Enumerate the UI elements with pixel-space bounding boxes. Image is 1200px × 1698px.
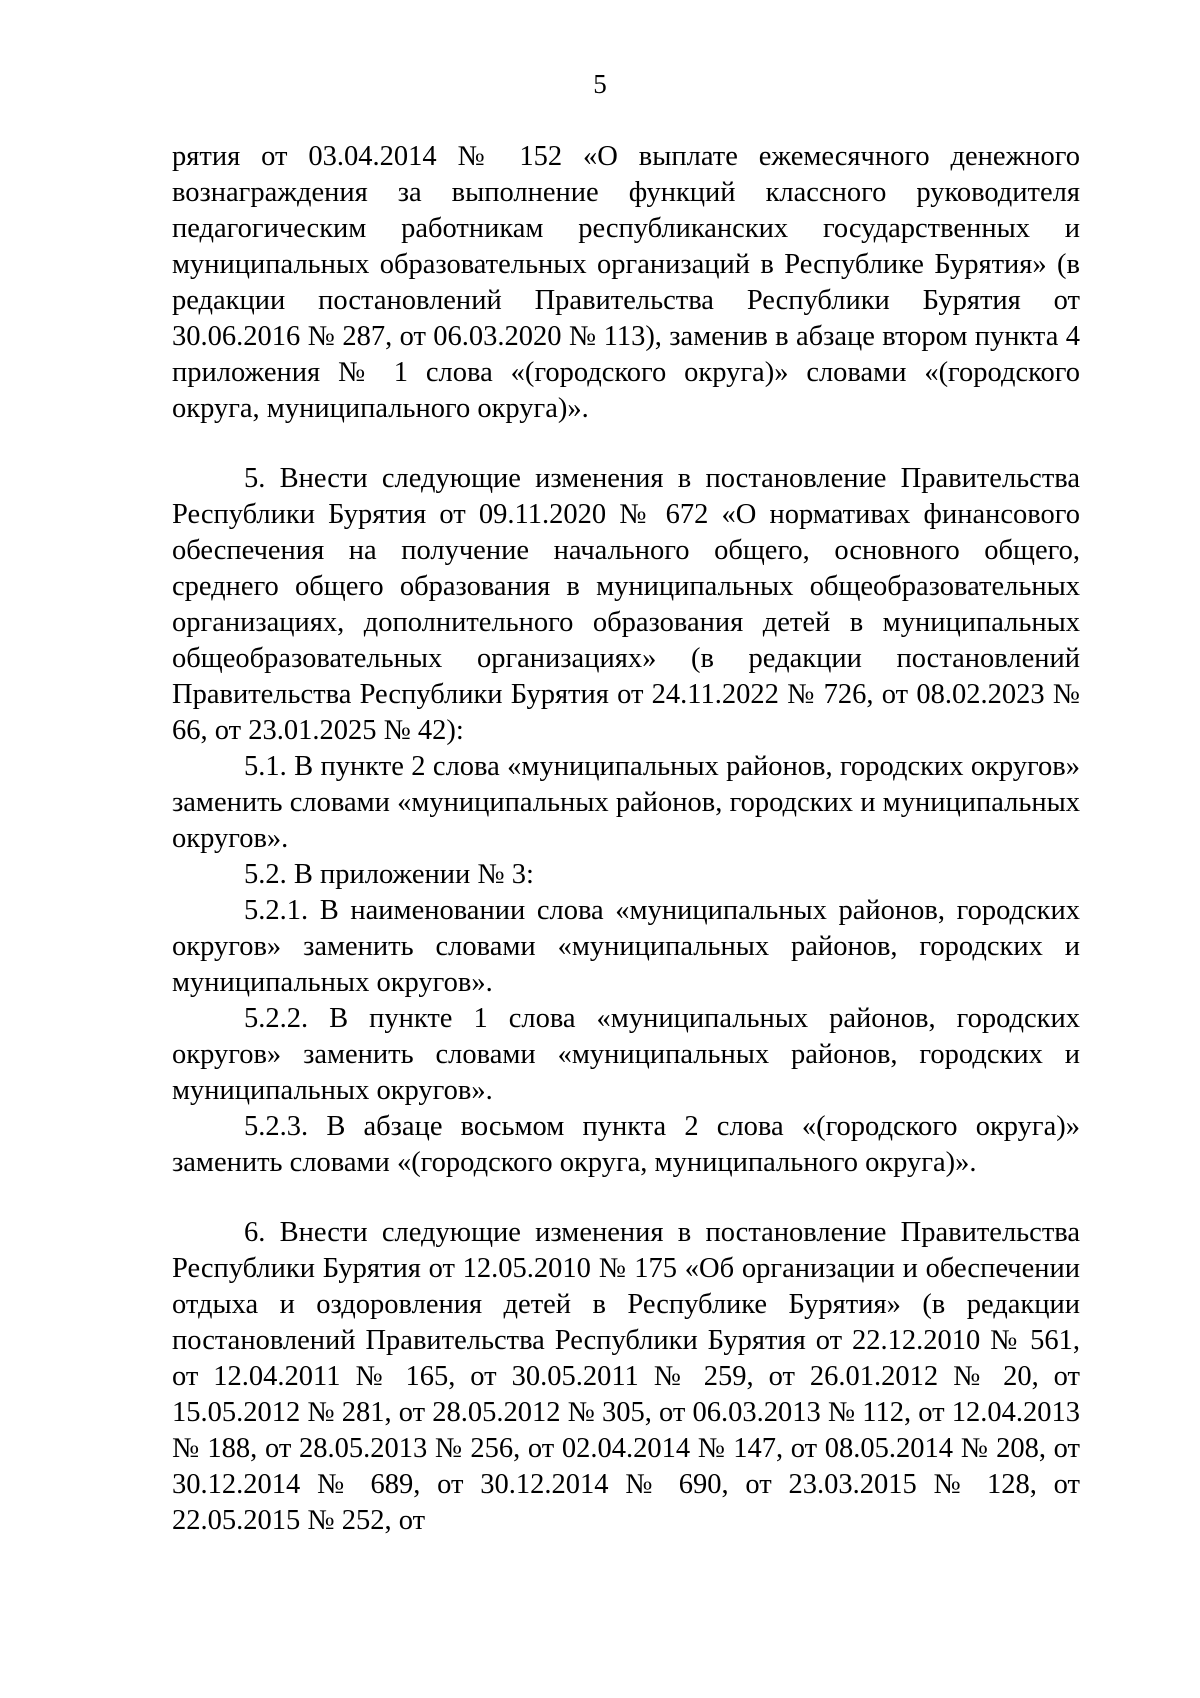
document-body xyxy=(172,139,1080,1539)
paragraph-gap xyxy=(172,427,1080,461)
paragraph-item-5: 5. Внести следующие изменения в постановление Правительства Республики Бурятия от 09.11.2020 № 672 «О нормативах финансового обеспечения на получение начального общего, основного общего, среднего общего образования в муниципальных общеобразовательных организациях, дополнительного образования детей в муниципальных общеобразовательных организациях» (в редакции постановлений Правительства Республики Бурятия от 24.11.2022 № 726, от 08.02.2023 № 66, от 23.01.2025 № 42): xyxy=(172,463,1080,746)
paragraph-item-5-2-1: 5.2.1. В наименовании слова «муниципальных районов, городских округов» заменить словами «муниципальных районов, городских и муниципальных округов». xyxy=(172,895,1080,998)
paragraph-item-5-2-2: 5.2.2. В пункте 1 слова «муниципальных районов, городских округов» заменить словами «муниципальных районов, городских и муниципальных округов». xyxy=(172,1003,1080,1106)
paragraph-gap xyxy=(172,1181,1080,1215)
page-number: 5 xyxy=(593,69,607,99)
paragraph-item-5-2: 5.2. В приложении № 3: xyxy=(244,859,534,890)
paragraph-item-5-2-3: 5.2.3. В абзаце восьмом пункта 2 слова «(городского округа)» заменить словами «(городского округа, муниципального округа)». xyxy=(172,1111,1080,1178)
paragraph-item-6: 6. Внести следующие изменения в постановление Правительства Республики Бурятия от 12.05.2010 № 175 «Об организации и обеспечении отдыха и оздоровления детей в Республике Бурятия» (в редакции постановлений Правительства Республики Бурятия от 22.12.2010 № 561, от 12.04.2011 № 165, от 30.05.2011 № 259, от 26.01.2012 № 20, от 15.05.2012 № 281, от 28.05.2012 № 305, от 06.03.2013 № 112, от 12.04.2013 № 188, от 28.05.2013 № 256, от 02.04.2014 № 147, от 08.05.2014 № 208, от 30.12.2014 № 689, от 30.12.2014 № 690, от 23.03.2015 № 128, от 22.05.2015 № 252, от xyxy=(172,1217,1080,1536)
paragraph-item-5-1: 5.1. В пункте 2 слова «муниципальных районов, городских округов» заменить словами «муниципальных районов, городских и муниципальных округов». xyxy=(172,751,1080,854)
paragraph-continuation: рятия от 03.04.2014 № 152 «О выплате ежемесячного денежного вознаграждения за выполнение функций классного руководителя педагогическим работникам республиканских государственных и муниципальных образовательных организаций в Республике Бурятия» (в редакции постановлений Правительства Республики Бурятия от 30.06.2016 № 287, от 06.03.2020 № 113), заменив в абзаце втором пункта 4 приложения № 1 слова «(городского округа)» словами «(городского округа, муниципального округа)». xyxy=(172,141,1080,424)
